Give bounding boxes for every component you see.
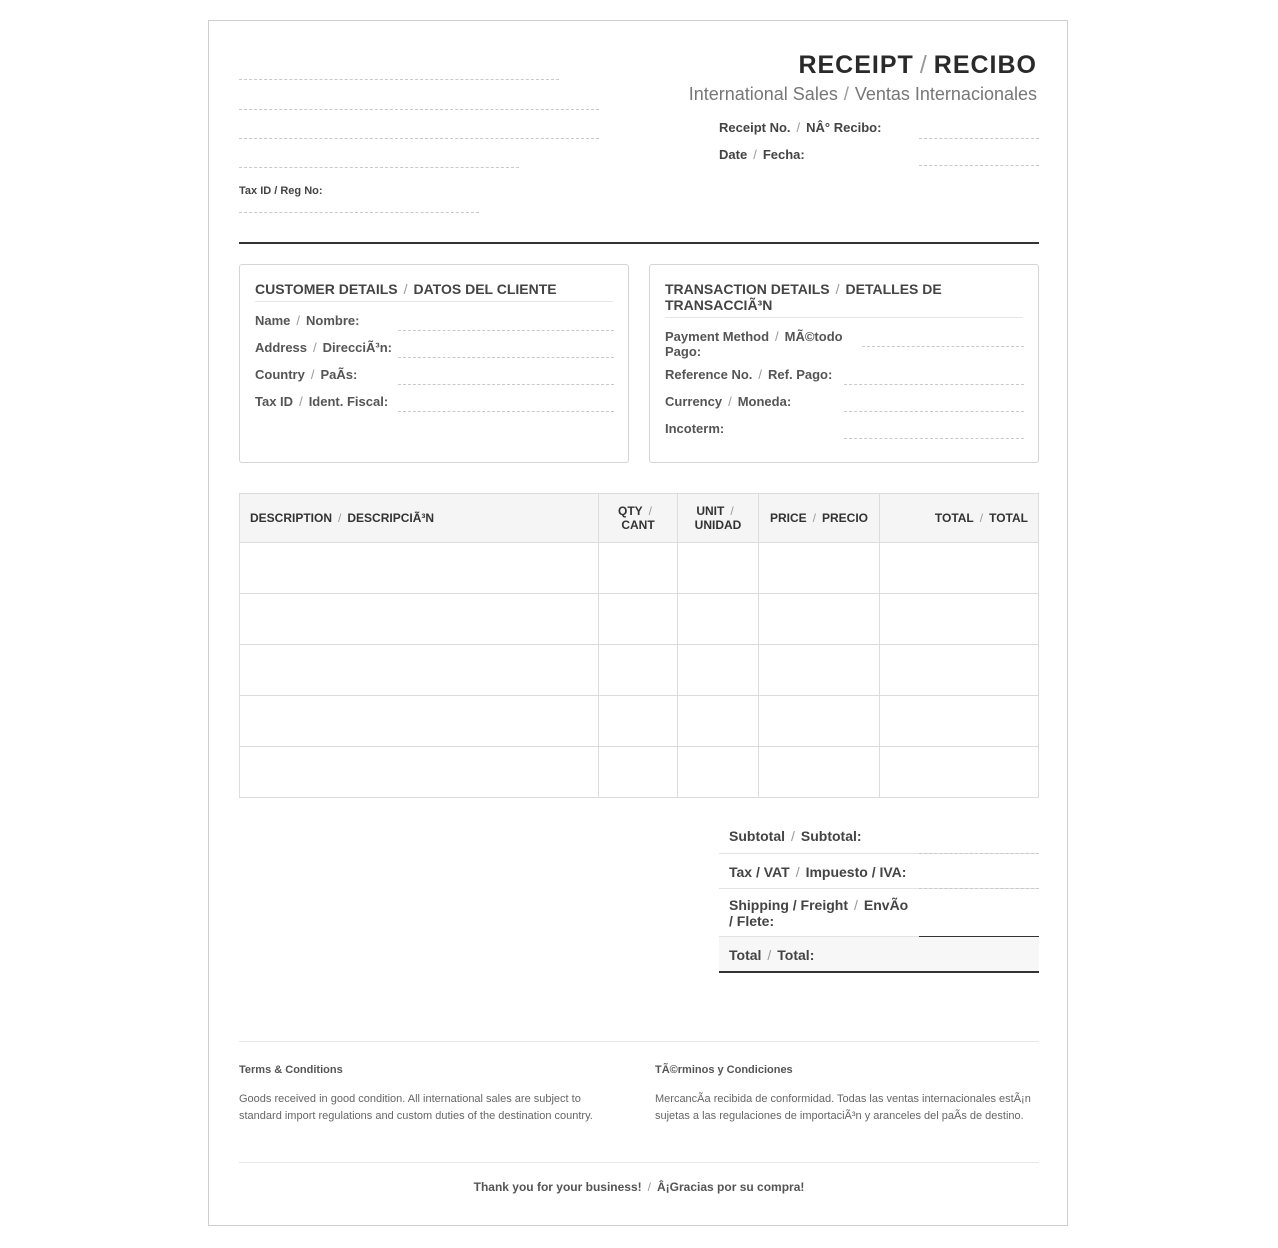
header-total: TOTAL / TOTAL [880, 494, 1039, 543]
cell-description[interactable] [240, 594, 599, 645]
header-price: PRICE / PRECIO [759, 494, 880, 543]
cell-unit[interactable] [678, 543, 759, 594]
cell-description[interactable] [240, 645, 599, 696]
receipt-no-es: NÂ° Recibo: [806, 120, 882, 135]
customer-address-label: Address / DirecciÃ³n: [255, 340, 393, 355]
shipping-label: Shipping / Freight / EnvÃo / Flete: [729, 897, 909, 929]
cell-total[interactable] [880, 543, 1039, 594]
cell-qty[interactable] [599, 543, 678, 594]
transaction-details-box [649, 264, 1039, 463]
receipt-page [208, 20, 1068, 1226]
date-label [719, 147, 805, 162]
cell-total[interactable] [880, 696, 1039, 747]
payment-method-label: Payment Method / MÃ©todo Pago: [665, 329, 843, 359]
terms-title-es: TÃ©rminos y Condiciones [655, 1064, 793, 1076]
header-divider [239, 242, 1039, 244]
incoterm-label: Incoterm: [665, 421, 725, 436]
cell-description[interactable] [240, 747, 599, 798]
customer-name-field[interactable] [398, 330, 614, 331]
transaction-details-title [665, 281, 1023, 318]
payment-method-field[interactable] [862, 346, 1024, 347]
title-en: RECEIPT [798, 51, 914, 79]
customer-title-en: CUSTOMER DETAILS [255, 281, 398, 297]
reference-no-field[interactable] [844, 384, 1024, 385]
customer-tax-id-label: Tax ID / Ident. Fiscal: [255, 394, 389, 409]
subtitle-en: International Sales [688, 84, 838, 104]
customer-address-field[interactable] [398, 357, 614, 358]
cell-qty[interactable] [599, 594, 678, 645]
terms-divider [239, 1041, 1039, 1042]
items-table [239, 493, 1039, 798]
company-tax-id-line[interactable] [239, 212, 479, 213]
customer-tax-id-field[interactable] [398, 411, 614, 412]
title-es: RECIBO [933, 51, 1037, 79]
cell-price[interactable] [759, 696, 880, 747]
customer-title-es: DATOS DEL CLIENTE [413, 281, 557, 297]
cell-unit[interactable] [678, 594, 759, 645]
customer-name-label: Name / Nombre: [255, 313, 360, 328]
cell-total[interactable] [880, 747, 1039, 798]
customer-details-title [255, 281, 613, 302]
separator: / [647, 1180, 651, 1194]
subtotal-label: Subtotal / Subtotal: [729, 828, 862, 844]
customer-country-field[interactable] [398, 384, 614, 385]
customer-country-label: Country / PaÃs: [255, 367, 358, 382]
transaction-title-en: TRANSACTION DETAILS [665, 281, 830, 297]
separator: / [753, 147, 757, 162]
footer-divider [239, 1162, 1039, 1163]
cell-description[interactable] [240, 543, 599, 594]
table-row [240, 747, 1039, 798]
table-row [240, 645, 1039, 696]
incoterm-field[interactable] [844, 438, 1024, 439]
terms-title-en: Terms & Conditions [239, 1064, 343, 1076]
company-name-line[interactable] [239, 79, 559, 80]
thanks-en: Thank you for your business! [473, 1180, 642, 1194]
cell-price[interactable] [759, 645, 880, 696]
subtitle-es: Ventas Internacionales [854, 84, 1037, 104]
transaction-title-es: DETALLES DE TRANSACCIÃ³N [665, 281, 942, 313]
cell-price[interactable] [759, 594, 880, 645]
totals-section [719, 818, 1039, 973]
terms-text-es: MercancÃa recibida de conformidad. Todas las ventas internacionales estÃ¡n sujetas a las regulaciones de importaciÃ³n y aranceles del paÃs de destino. [655, 1093, 1031, 1122]
separator: / [403, 281, 408, 297]
header-description: DESCRIPTION / DESCRIPCIÃ³N [240, 494, 599, 543]
separator: / [843, 84, 849, 104]
separator: / [796, 120, 801, 135]
header-unit: UNIT / UNIDAD [678, 494, 759, 543]
terms-text-en: Goods received in good condition. All international sales are subject to standard import regulations and custom duties of the destination country. [239, 1093, 593, 1122]
cell-price[interactable] [759, 747, 880, 798]
thanks-es: Â¡Gracias por su compra! [657, 1180, 805, 1194]
date-en: Date [719, 147, 748, 162]
cell-qty[interactable] [599, 645, 678, 696]
customer-details-box [239, 264, 629, 463]
table-row [240, 594, 1039, 645]
receipt-number-field[interactable] [919, 138, 1039, 139]
tax-label: Tax / VAT / Impuesto / IVA: [729, 864, 907, 880]
cell-price[interactable] [759, 543, 880, 594]
currency-field[interactable] [844, 411, 1024, 412]
separator: / [835, 281, 840, 297]
total-label: Total / Total: [729, 947, 815, 963]
cell-description[interactable] [240, 696, 599, 747]
total-row [719, 937, 1039, 973]
date-field[interactable] [919, 165, 1039, 166]
cell-unit[interactable] [678, 747, 759, 798]
cell-total[interactable] [880, 645, 1039, 696]
receipt-subtitle [689, 84, 1037, 105]
cell-total[interactable] [880, 594, 1039, 645]
reference-no-label: Reference No. / Ref. Pago: [665, 367, 833, 382]
header-qty: QTY / CANT [599, 494, 678, 543]
company-contact-line[interactable] [239, 167, 519, 168]
company-address-line-2[interactable] [239, 138, 599, 139]
cell-qty[interactable] [599, 747, 678, 798]
separator: / [919, 51, 928, 79]
cell-unit[interactable] [678, 696, 759, 747]
thank-you-message [209, 1180, 1069, 1194]
receipt-number-label [719, 120, 881, 135]
table-row [240, 543, 1039, 594]
date-es: Fecha: [762, 147, 805, 162]
cell-unit[interactable] [678, 645, 759, 696]
subtotal-row [719, 818, 1039, 854]
receipt-title [798, 51, 1037, 80]
currency-label: Currency / Moneda: [665, 394, 792, 409]
table-header-row [240, 494, 1039, 543]
receipt-no-en: Receipt No. [719, 120, 791, 135]
company-tax-id-label: Tax ID / Reg No: [239, 185, 323, 197]
company-address-line-1[interactable] [239, 109, 599, 110]
shipping-row [719, 889, 1039, 937]
table-row [240, 696, 1039, 747]
tax-row [719, 854, 1039, 889]
cell-qty[interactable] [599, 696, 678, 747]
